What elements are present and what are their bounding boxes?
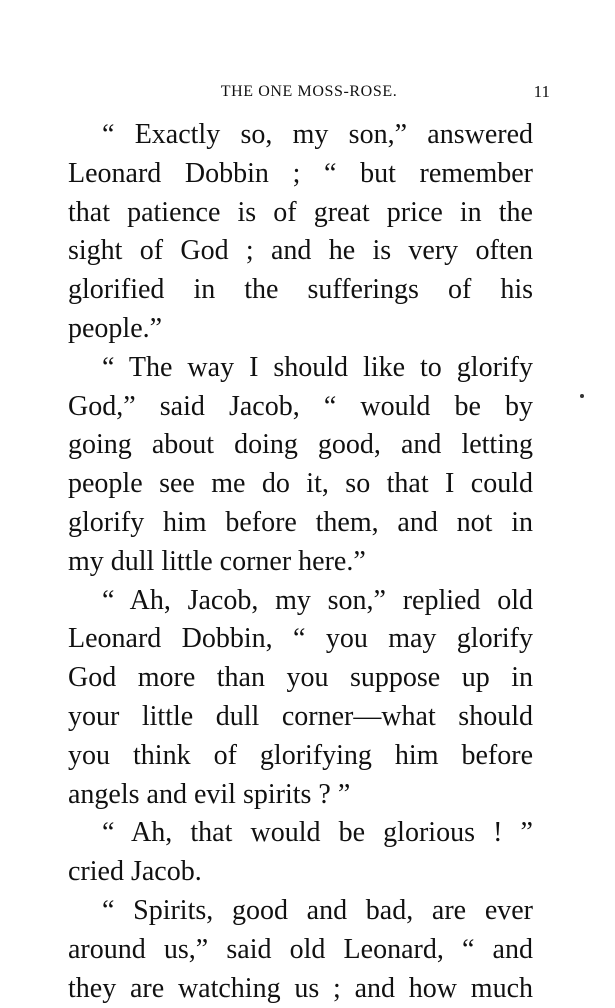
text-line: “ Exactly so, my son,” answered (102, 119, 533, 150)
text-line: “ Ah, that would be glorious ! ” (102, 817, 533, 849)
text-line: sight of God ; and he is very often (68, 235, 533, 267)
text-line: God,” said Jacob, “ would be by (68, 390, 533, 422)
text-line: glorify him before them, and not in (68, 506, 533, 538)
text-line: going about doing good, and letting (68, 429, 533, 461)
text-line: cried Jacob. (68, 856, 202, 888)
running-title: THE ONE MOSS-ROSE. (220, 83, 398, 100)
text-line: that patience is of great price in the (68, 196, 533, 228)
text-line: God more than you suppose up in (68, 662, 533, 694)
text-line: you think of glorifying him before (68, 739, 533, 771)
text-line: Leonard Dobbin, “ you may glorify (68, 623, 533, 655)
text-line: angels and evil spirits ? ” (68, 778, 351, 810)
text-line: people.” (68, 312, 163, 344)
text-line: around us,” said old Leonard, “ and (68, 933, 533, 965)
text-line: your little dull corner—what should (68, 700, 533, 732)
text-line: “ Spirits, good and bad, are ever (102, 894, 533, 926)
body-text (68, 116, 533, 1008)
page-number: 11 (533, 82, 550, 101)
running-header (68, 80, 550, 104)
text-line: my dull little corner here.” (68, 545, 366, 577)
text-line: “ The way I should like to glorify (102, 351, 533, 383)
ink-speck (580, 394, 584, 398)
text-line: they are watching us ; and how much (68, 972, 533, 1004)
text-line: glorified in the sufferings of his (68, 274, 533, 306)
text-line: “ Ah, Jacob, my son,” replied old (102, 584, 533, 616)
text-line: Leonard Dobbin ; “ but remember (68, 157, 533, 189)
text-line: people see me do it, so that I could (68, 468, 533, 500)
